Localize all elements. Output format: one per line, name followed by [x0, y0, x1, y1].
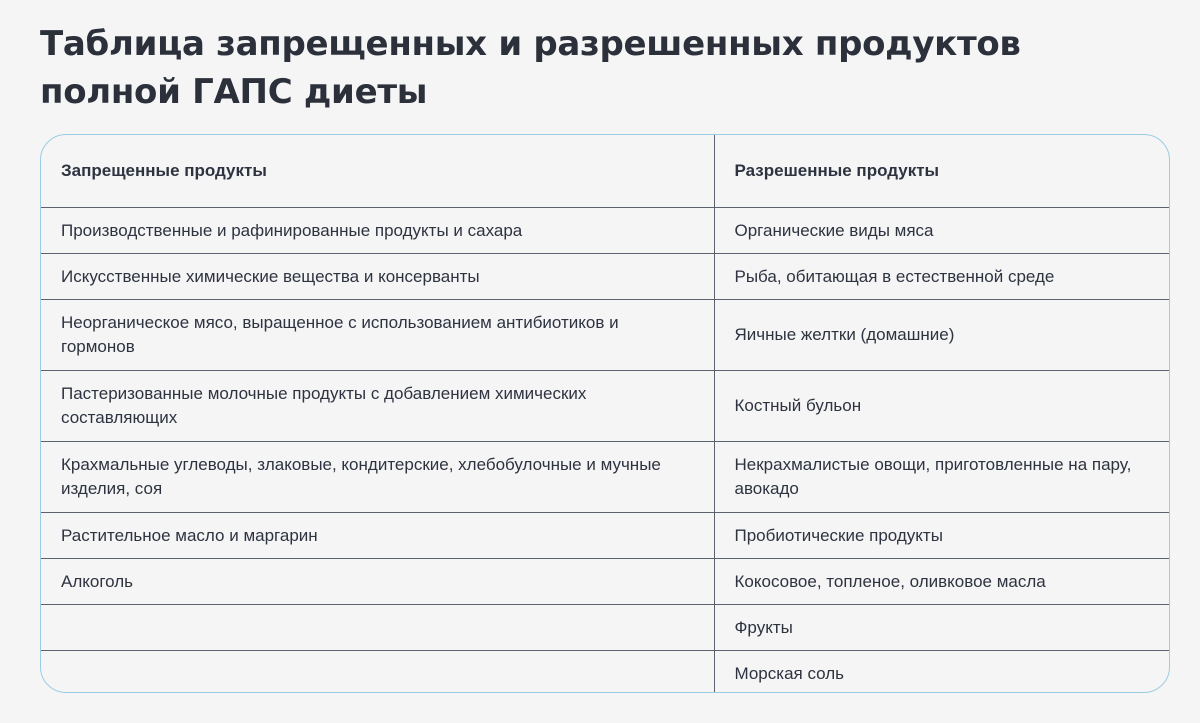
table-row: [41, 208, 1170, 254]
table-row: [41, 300, 1170, 371]
table-row: [41, 513, 1170, 559]
products-table: [40, 134, 1170, 693]
allowed-cell: Рыба, обитающая в естественной среде: [714, 254, 1170, 300]
forbidden-cell: Пастеризованные молочные продукты с добавлением химических составляющих: [41, 371, 714, 442]
table-row: [41, 371, 1170, 442]
allowed-cell: Костный бульон: [714, 371, 1170, 442]
table-row: [41, 559, 1170, 605]
forbidden-cell: [41, 605, 714, 651]
table-row: [41, 651, 1170, 694]
forbidden-cell: Крахмальные углеводы, злаковые, кондитерские, хлебобулочные и мучные изделия, соя: [41, 442, 714, 513]
forbidden-cell: Алкоголь: [41, 559, 714, 605]
table-row: [41, 254, 1170, 300]
forbidden-cell: Производственные и рафинированные продукты и сахара: [41, 208, 714, 254]
header-allowed: Разрешенные продукты: [714, 135, 1170, 208]
allowed-cell: Фрукты: [714, 605, 1170, 651]
table-row: [41, 442, 1170, 513]
table-header-row: [41, 135, 1170, 208]
allowed-cell: Кокосовое, топленое, оливковое масла: [714, 559, 1170, 605]
forbidden-cell: [41, 651, 714, 694]
products-table-grid: [41, 135, 1170, 693]
allowed-cell: Органические виды мяса: [714, 208, 1170, 254]
allowed-cell: Яичные желтки (домашние): [714, 300, 1170, 371]
forbidden-cell: Искусственные химические вещества и консерванты: [41, 254, 714, 300]
allowed-cell: Некрахмалистые овощи, приготовленные на пару, авокадо: [714, 442, 1170, 513]
allowed-cell: Пробиотические продукты: [714, 513, 1170, 559]
page-title: Таблица запрещенных и разрешенных продуктов полной ГАПС диеты: [40, 24, 1021, 112]
allowed-cell: Морская соль: [714, 651, 1170, 694]
header-forbidden: Запрещенные продукты: [41, 135, 714, 208]
forbidden-cell: Растительное масло и маргарин: [41, 513, 714, 559]
table-row: [41, 605, 1170, 651]
forbidden-cell: Неорганическое мясо, выращенное с использованием антибиотиков и гормонов: [41, 300, 714, 371]
